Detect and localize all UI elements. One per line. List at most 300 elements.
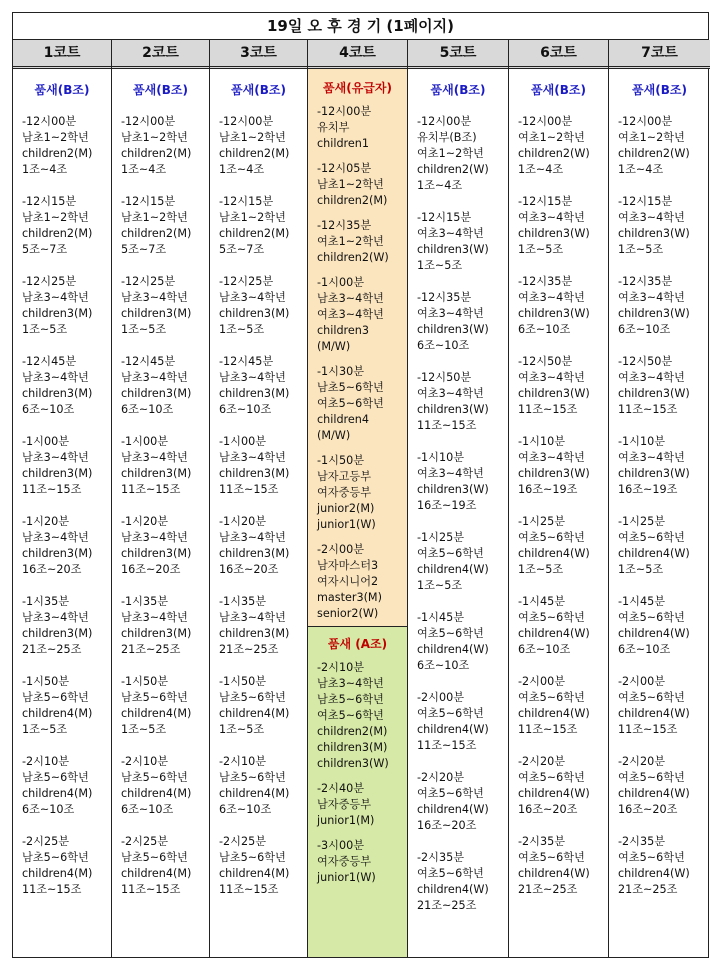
entry-line: -12시35분 [518,275,573,288]
entry-line: children2(M) [22,147,93,160]
entry-line: -12시35분 [618,275,673,288]
entry-line: 여초5~6학년 [518,851,585,864]
entry-line: 유치부(B조) [417,131,477,144]
entry-line: children3(W) [618,387,690,400]
entry-line: 1조~5조 [618,563,664,576]
schedule-entry [210,514,307,578]
schedule-entry [408,690,508,754]
entry-line: children2(W) [317,251,389,264]
entry-line: children4(W) [618,787,690,800]
entry-line: 여초5~6학년 [618,691,685,704]
entry-line: children4(W) [417,643,489,656]
entry-line: children2(M) [219,227,290,240]
entry-line: 16조~20조 [121,563,181,576]
entry-line: children3(M) [219,627,290,640]
schedule-entry [308,660,407,772]
entry-line: 여초5~6학년 [417,787,484,800]
entry-line: 남초3~4학년 [22,451,89,464]
entry-line: 1조~5조 [219,723,265,736]
entry-line: -12시00분 [417,115,472,128]
entry-line: children4(W) [518,547,590,560]
entry-line: 여초3~4학년 [618,451,685,464]
entry-line: -2시25분 [22,835,70,848]
entry-line: -1시10분 [618,435,666,448]
entry-line: -1시00분 [121,435,169,448]
schedule-entry [210,594,307,658]
entry-line: 남초5~6학년 [22,851,89,864]
entry-line: 남초5~6학년 [219,771,286,784]
entry-line: (M/W) [317,340,351,353]
group-heading: 품새(B조) [430,83,486,97]
entry-line: -12시00분 [317,105,372,118]
entry-line: 여초1~2학년 [417,147,484,160]
entry-line: -3시00분 [317,839,365,852]
court-header: 6코트 [509,40,608,69]
entry-line: -1시45분 [518,595,566,608]
entry-line: -12시05분 [317,162,372,175]
entry-line: 여초3~4학년 [518,371,585,384]
entry-line: senior2(W) [317,607,379,620]
entry-line: children4(W) [518,627,590,640]
entry-line: 1조~5조 [22,323,68,336]
entry-line: -12시15분 [417,211,472,224]
schedule-entry [308,218,407,266]
entry-line: 여초3~4학년 [417,307,484,320]
entry-line: 11조~15조 [518,403,578,416]
schedule-entry [609,114,710,178]
schedule-entry [509,514,608,578]
entry-line: 남초1~2학년 [121,131,188,144]
entry-line: -12시15분 [219,195,274,208]
schedule-entry [408,530,508,594]
schedule-entry [509,834,608,898]
group-heading: 품새 (A조) [327,637,388,651]
entry-line: 남초3~4학년 [22,371,89,384]
group-heading: 품새(유급자) [323,81,392,95]
entry-line: -1시25분 [518,515,566,528]
schedule-entry [609,354,710,418]
schedule-entry [609,514,710,578]
entry-line: 여초5~6학년 [518,531,585,544]
entry-line: -1시30분 [317,365,365,378]
entry-line: children3(M) [219,467,290,480]
group-heading: 품새(B조) [531,83,586,97]
entry-line: -1시45분 [618,595,666,608]
schedule-entry [112,594,209,658]
entry-line: children3(M) [22,627,93,640]
entry-line: 16조~19조 [417,499,477,512]
entry-line: 여초5~6학년 [417,627,484,640]
schedule-entry [509,194,608,258]
entry-line: children3(M) [22,547,93,560]
entry-line: children3(W) [518,387,590,400]
schedule-entry [112,274,209,338]
schedule-entry [13,434,111,498]
schedule-entry [509,594,608,658]
a-group-section [308,627,407,957]
entry-line: 16조~20조 [518,803,578,816]
entry-line: children4(W) [518,867,590,880]
entry-line: 1조~5조 [22,723,68,736]
entry-line: children2(W) [518,147,590,160]
entry-line: children2(M) [22,227,93,240]
page-title: 19일 오 후 경 기 (1페이지) [13,13,708,40]
schedule-entry [210,674,307,738]
entry-line: 여초3~4학년 [618,291,685,304]
entry-line: 11조~15조 [22,483,82,496]
entry-line: children4(M) [121,707,192,720]
entry-line: 1조~4조 [618,163,664,176]
entry-line: 6조~10조 [22,803,75,816]
entry-line: children1 [317,137,370,150]
entry-line: -2시25분 [121,835,169,848]
entry-line: 11조~15조 [219,883,279,896]
entry-line: junior2(M) [317,502,375,515]
schedule-entry [308,838,407,886]
entry-line: -1시20분 [121,515,169,528]
schedule-entry [210,194,307,258]
entry-line: -12시50분 [417,371,472,384]
entry-line: children4(M) [219,707,290,720]
entry-line: -2시10분 [317,661,365,674]
court-column-3 [210,40,308,957]
entry-line: 여자시니어2 [317,575,379,588]
entry-line: 여초5~6학년 [317,709,384,722]
entry-line: 남초3~4학년 [219,371,286,384]
entry-line: 여초5~6학년 [618,771,685,784]
entry-line: -12시00분 [121,115,176,128]
entry-line: children3(W) [618,307,690,320]
entry-line: 남자고등부 [317,470,372,483]
schedule-entry [408,770,508,834]
entry-line: 1조~4조 [22,163,68,176]
schedule-entry [308,364,407,444]
entry-line: -1시45분 [417,611,465,624]
schedule-entry [13,594,111,658]
entry-line: -1시20분 [219,515,267,528]
entry-line: children4(W) [618,627,690,640]
entry-line: 1조~4조 [219,163,265,176]
entry-line: -1시25분 [618,515,666,528]
entry-line: 남자마스터3 [317,559,379,572]
entry-line: children4(W) [518,787,590,800]
schedule-entry [408,450,508,514]
entry-line: 5조~7조 [121,243,167,256]
schedule-entry [210,114,307,178]
entry-line: -1시00분 [219,435,267,448]
court-column-5 [408,40,509,957]
entry-line: 21조~25조 [22,643,82,656]
entry-line: 1조~5조 [121,323,167,336]
entry-line: children4(M) [22,787,93,800]
entry-line: 남초1~2학년 [22,131,89,144]
entry-line: children3(W) [618,227,690,240]
entry-line: 여초5~6학년 [618,611,685,624]
entry-line: children4(W) [618,547,690,560]
court-header: 2코트 [112,40,209,69]
entry-line: -2시35분 [518,835,566,848]
entry-line: children3(W) [518,307,590,320]
entry-line: 남초1~2학년 [22,211,89,224]
entry-line: -2시20분 [417,771,465,784]
schedule-entry [609,274,710,338]
court-column-6 [509,40,609,957]
schedule-entry [308,104,407,152]
entry-line: -1시35분 [121,595,169,608]
schedule-entry [13,114,111,178]
court-header: 5코트 [408,40,508,69]
entry-line: children2(M) [317,194,388,207]
entry-line: 1조~4조 [518,163,564,176]
entry-line: -2시10분 [121,755,169,768]
entry-line: 여초1~2학년 [518,131,585,144]
entry-line: 21조~25조 [417,899,477,912]
entry-line: children2(W) [618,147,690,160]
entry-line: 여초5~6학년 [417,547,484,560]
entry-line: 16조~19조 [518,483,578,496]
entry-line: 21조~25조 [121,643,181,656]
entry-line: children3(M) [219,547,290,560]
schedule-entry [308,161,407,209]
entry-line: -12시25분 [219,275,274,288]
schedule-entry [509,754,608,818]
entry-line: 남초3~4학년 [22,291,89,304]
schedule-entry [609,194,710,258]
schedule-entry [210,834,307,898]
entry-line: -1시50분 [219,675,267,688]
entry-line: -2시35분 [417,851,465,864]
entry-line: 남초1~2학년 [219,211,286,224]
entry-line: 21조~25조 [618,883,678,896]
entry-line: -12시00분 [618,115,673,128]
entry-line: 여초3~4학년 [417,227,484,240]
entry-line: children4(W) [518,707,590,720]
entry-line: 남초3~4학년 [121,611,188,624]
schedule-entry [210,754,307,818]
court-header: 7코트 [609,40,710,69]
entry-line: junior1(W) [317,518,376,531]
entry-line: children4(W) [618,707,690,720]
entry-line: (M/W) [317,429,351,442]
entry-line: 21조~25조 [518,883,578,896]
entry-line: 16조~20조 [417,819,477,832]
entry-line: -12시35분 [417,291,472,304]
entry-line: children3(M) [121,387,192,400]
entry-line: 남초5~6학년 [121,851,188,864]
entry-line: -2시35분 [618,835,666,848]
entry-line: children2(W) [417,163,489,176]
entry-line: children3(M) [22,307,93,320]
entry-line: -2시00분 [518,675,566,688]
entry-line: 여초3~4학년 [618,371,685,384]
entry-line: 남초3~4학년 [317,677,384,690]
entry-line: -2시25분 [219,835,267,848]
entry-line: 남초3~4학년 [22,531,89,544]
entry-line: children3 [317,324,370,337]
entry-line: 여초3~4학년 [618,211,685,224]
entry-line: children3(M) [121,547,192,560]
entry-line: -1시25분 [417,531,465,544]
schedule-entry [308,781,407,829]
entry-line: children3(M) [219,307,290,320]
entry-line: 6조~10조 [219,803,272,816]
court-header: 3코트 [210,40,307,69]
entry-line: 남초3~4학년 [121,371,188,384]
entry-line: 6조~10조 [417,339,470,352]
entry-line: 1조~4조 [417,179,463,192]
entry-line: children2(M) [317,725,388,738]
schedule-entry [308,453,407,533]
entry-line: 남초3~4학년 [22,611,89,624]
entry-line: 16조~20조 [618,803,678,816]
entry-line: 남초3~4학년 [219,531,286,544]
entry-line: -12시45분 [22,355,77,368]
entry-line: 16조~19조 [618,483,678,496]
entry-line: children3(W) [317,757,389,770]
entry-line: 여자중등부 [317,486,372,499]
schedule-entry [13,834,111,898]
schedule-entry [112,834,209,898]
entry-line: 5조~7조 [22,243,68,256]
entry-line: 16조~20조 [22,563,82,576]
entry-line: 1조~5조 [618,243,664,256]
entry-line: 11조~15조 [618,403,678,416]
entry-line: 5조~7조 [219,243,265,256]
entry-line: -1시35분 [22,595,70,608]
schedule-entry [13,194,111,258]
group-heading: 품새(B조) [231,83,286,97]
entry-line: children3(M) [121,307,192,320]
entry-line: children3(W) [518,227,590,240]
entry-line: 여초3~4학년 [518,451,585,464]
entry-line: 남자중등부 [317,798,372,811]
entry-line: 21조~25조 [219,643,279,656]
schedule-entry [408,210,508,274]
schedule-entry [509,114,608,178]
entry-line: -12시00분 [219,115,274,128]
group-heading: 품새(B조) [632,83,687,97]
entry-line: -12시50분 [618,355,673,368]
entry-line: 1조~5조 [417,259,463,272]
entry-line: 남초5~6학년 [22,771,89,784]
schedule-entry [609,834,710,898]
entry-line: -1시50분 [317,454,365,467]
entry-line: 여초5~6학년 [518,611,585,624]
entry-line: -2시20분 [618,755,666,768]
entry-line: 여초3~4학년 [518,291,585,304]
entry-line: -12시15분 [22,195,77,208]
entry-line: 여초5~6학년 [518,691,585,704]
entry-line: 6조~10조 [518,323,571,336]
entry-line: 6조~10조 [618,323,671,336]
entry-line: children3(M) [219,387,290,400]
entry-line: 1조~5조 [518,563,564,576]
entry-line: -2시20분 [518,755,566,768]
group-heading: 품새(B조) [133,83,188,97]
entry-line: -12시25분 [22,275,77,288]
entry-line: -1시10분 [518,435,566,448]
entry-line: children4(M) [219,787,290,800]
entry-line: 여초5~6학년 [317,397,384,410]
entry-line: 여초1~2학년 [618,131,685,144]
entry-line: 남초3~4학년 [219,291,286,304]
entry-line: children3(W) [417,483,489,496]
schedule-entry [609,594,710,658]
entry-line: 11조~15조 [417,739,477,752]
entry-line: 6조~10조 [618,643,671,656]
schedule-entry [112,354,209,418]
schedule-entry [210,434,307,498]
entry-line: -1시00분 [22,435,70,448]
entry-line: 여초3~4학년 [417,467,484,480]
entry-line: 11조~15조 [618,723,678,736]
entry-line: -1시50분 [121,675,169,688]
entry-line: children4(M) [219,867,290,880]
schedule-entry [509,434,608,498]
entry-line: 남초3~4학년 [219,611,286,624]
schedule-entry [408,114,508,194]
schedule-entry [609,434,710,498]
entry-line: 11조~15조 [219,483,279,496]
court-column-4 [308,40,408,957]
entry-line: 남초1~2학년 [317,178,384,191]
entry-line: -2시10분 [22,755,70,768]
schedule-entry [408,370,508,434]
entry-line: children2(M) [219,147,290,160]
schedule-entry [112,514,209,578]
entry-line: 여초1~2학년 [317,235,384,248]
schedule-entry [509,674,608,738]
entry-line: children3(M) [121,467,192,480]
entry-line: 유치부 [317,121,350,134]
court-header: 1코트 [13,40,111,69]
entry-line: children4(W) [618,867,690,880]
entry-line: 여초3~4학년 [417,387,484,400]
entry-line: 남초1~2학년 [121,211,188,224]
entry-line: 여자중등부 [317,855,372,868]
schedule-entry [210,354,307,418]
entry-line: -2시00분 [618,675,666,688]
entry-line: -1시10분 [417,451,465,464]
entry-line: 여초5~6학년 [618,851,685,864]
court-column-1 [13,40,112,957]
entry-line: 11조~15조 [121,883,181,896]
schedule-entry [13,274,111,338]
entry-line: 11조~15조 [121,483,181,496]
entry-line: 6조~10조 [219,403,272,416]
entry-line: 6조~10조 [22,403,75,416]
entry-line: 남초5~6학년 [219,851,286,864]
entry-line: 여초5~6학년 [618,531,685,544]
entry-line: 6조~10조 [121,803,174,816]
schedule-entry [112,754,209,818]
entry-line: 여초3~4학년 [518,211,585,224]
entry-line: 남초5~6학년 [121,771,188,784]
entry-line: 여초5~6학년 [518,771,585,784]
entry-line: 6조~10조 [518,643,571,656]
court-header: 4코트 [308,40,407,69]
entry-line: -12시00분 [518,115,573,128]
entry-line: 남초3~4학년 [121,531,188,544]
entry-line: -12시00분 [22,115,77,128]
entry-line: children3(W) [417,323,489,336]
schedule-entry [112,674,209,738]
entry-line: 6조~10조 [417,659,470,672]
group-heading: 품새(B조) [34,83,90,97]
schedule-entry [210,274,307,338]
schedule-entry [509,274,608,338]
entry-line: children2(M) [121,147,192,160]
